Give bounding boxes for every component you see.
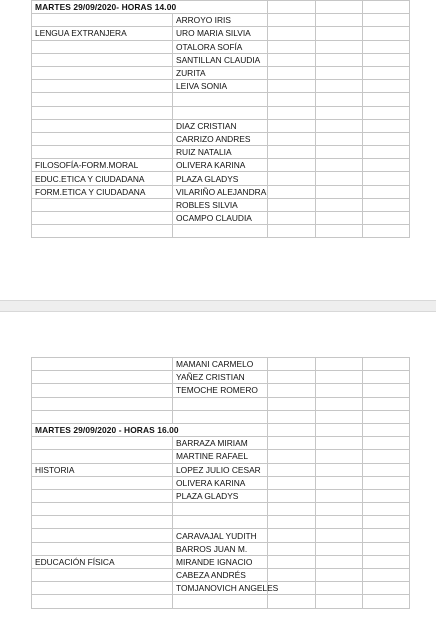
empty-cell [268, 132, 316, 145]
teacher-cell: CARAVAJAL YUDITH [173, 529, 268, 542]
teacher-cell: URO MARIA SILVIA [173, 27, 268, 40]
subject-cell [32, 437, 173, 450]
teacher-cell [173, 595, 268, 608]
empty-cell [363, 27, 410, 40]
subject-cell: LENGUA EXTRANJERA [32, 27, 173, 40]
empty-cell [316, 489, 363, 502]
subject-cell [32, 371, 173, 384]
empty-cell [268, 463, 316, 476]
teacher-cell [173, 225, 268, 238]
empty-cell [268, 40, 316, 53]
subject-cell [32, 569, 173, 582]
empty-cell [268, 198, 316, 211]
empty-cell [363, 172, 410, 185]
teacher-cell: OCAMPO CLAUDIA [173, 212, 268, 225]
subject-cell [32, 225, 173, 238]
table-row [32, 53, 410, 66]
empty-cell [268, 476, 316, 489]
empty-cell [363, 516, 410, 529]
table-row [32, 582, 410, 595]
empty-cell [316, 450, 363, 463]
subject-cell: FORM.ETICA Y CIUDADANA [32, 185, 173, 198]
subject-cell: FILOSOFÍA-FORM.MORAL [32, 159, 173, 172]
subject-cell [32, 212, 173, 225]
empty-cell [363, 119, 410, 132]
subject-cell [32, 529, 173, 542]
empty-cell [268, 66, 316, 79]
empty-cell [268, 225, 316, 238]
empty-cell [363, 1, 410, 14]
empty-cell [316, 185, 363, 198]
empty-cell [363, 450, 410, 463]
empty-cell [316, 437, 363, 450]
session-header: MARTES 29/09/2020 - HORAS 16.00 [32, 423, 268, 436]
subject-cell [32, 582, 173, 595]
empty-cell [316, 80, 363, 93]
table-row [32, 27, 410, 40]
table-row [32, 159, 410, 172]
empty-cell [363, 80, 410, 93]
teacher-cell: OLIVERA KARINA [173, 159, 268, 172]
teacher-cell: MAMANI CARMELO [173, 358, 268, 371]
empty-cell [268, 80, 316, 93]
header-row [32, 1, 410, 14]
table-row [32, 397, 410, 410]
empty-cell [268, 358, 316, 371]
table-row [32, 358, 410, 371]
empty-cell [316, 53, 363, 66]
empty-cell [268, 555, 316, 568]
empty-cell [316, 159, 363, 172]
empty-cell [363, 14, 410, 27]
empty-cell [268, 159, 316, 172]
empty-cell [363, 159, 410, 172]
schedule-table-14h [31, 0, 410, 238]
table-row [32, 437, 410, 450]
empty-cell [316, 529, 363, 542]
subject-cell [32, 106, 173, 119]
empty-cell [268, 503, 316, 516]
empty-cell [316, 516, 363, 529]
empty-cell [363, 106, 410, 119]
empty-cell [316, 384, 363, 397]
empty-cell [363, 66, 410, 79]
empty-cell [316, 1, 363, 14]
session-header: MARTES 29/09/2020- HORAS 14.00 [32, 1, 268, 14]
subject-cell [32, 503, 173, 516]
table-row [32, 503, 410, 516]
table-row [32, 172, 410, 185]
teacher-cell: OLIVERA KARINA [173, 476, 268, 489]
subject-cell [32, 450, 173, 463]
teacher-cell: BARROS JUAN M. [173, 542, 268, 555]
teacher-cell: ARROYO IRIS [173, 14, 268, 27]
teacher-cell: VILARIÑO ALEJANDRA [173, 185, 268, 198]
empty-cell [268, 542, 316, 555]
empty-cell [363, 371, 410, 384]
teacher-cell: OTALORA SOFÍA [173, 40, 268, 53]
subject-cell [32, 66, 173, 79]
subject-cell [32, 40, 173, 53]
empty-cell [363, 410, 410, 423]
empty-cell [363, 53, 410, 66]
table-row [32, 529, 410, 542]
sheet-page-2 [0, 312, 436, 625]
empty-cell [316, 106, 363, 119]
empty-cell [363, 463, 410, 476]
empty-cell [316, 371, 363, 384]
table-row [32, 198, 410, 211]
table-row [32, 14, 410, 27]
teacher-cell: YAÑEZ CRISTIAN [173, 371, 268, 384]
empty-cell [316, 358, 363, 371]
table-row [32, 371, 410, 384]
empty-cell [363, 476, 410, 489]
header-row [32, 423, 410, 436]
empty-cell [268, 14, 316, 27]
table-row [32, 516, 410, 529]
subject-cell [32, 410, 173, 423]
subject-cell [32, 132, 173, 145]
subject-cell [32, 476, 173, 489]
empty-cell [316, 14, 363, 27]
teacher-cell: CABEZA ANDRÉS [173, 569, 268, 582]
empty-cell [363, 358, 410, 371]
empty-cell [363, 132, 410, 145]
empty-cell [363, 542, 410, 555]
table-row [32, 40, 410, 53]
teacher-cell: DIAZ CRISTIAN [173, 119, 268, 132]
subject-cell [32, 542, 173, 555]
empty-cell [363, 437, 410, 450]
empty-cell [363, 503, 410, 516]
empty-cell [316, 595, 363, 608]
empty-cell [268, 384, 316, 397]
empty-cell [268, 119, 316, 132]
empty-cell [268, 437, 316, 450]
empty-cell [316, 119, 363, 132]
empty-cell [363, 582, 410, 595]
teacher-cell: BARRAZA MIRIAM [173, 437, 268, 450]
teacher-cell: PLAZA GLADYS [173, 489, 268, 502]
empty-cell [316, 423, 363, 436]
empty-cell [316, 397, 363, 410]
empty-cell [316, 146, 363, 159]
subject-cell: EDUC.ETICA Y CIUDADANA [32, 172, 173, 185]
table-row [32, 450, 410, 463]
subject-cell [32, 93, 173, 106]
empty-cell [316, 503, 363, 516]
empty-cell [363, 384, 410, 397]
empty-cell [363, 489, 410, 502]
table-row [32, 225, 410, 238]
empty-cell [363, 555, 410, 568]
table-row [32, 80, 410, 93]
subject-cell: HISTORIA [32, 463, 173, 476]
subject-cell [32, 14, 173, 27]
empty-cell [268, 450, 316, 463]
table-row [32, 384, 410, 397]
table-row [32, 185, 410, 198]
empty-cell [316, 569, 363, 582]
empty-cell [316, 582, 363, 595]
empty-cell [316, 212, 363, 225]
subject-cell [32, 516, 173, 529]
empty-cell [316, 476, 363, 489]
table-row [32, 542, 410, 555]
teacher-cell: MIRANDE IGNACIO [173, 555, 268, 568]
empty-cell [363, 595, 410, 608]
empty-cell [268, 529, 316, 542]
empty-cell [268, 595, 316, 608]
teacher-cell: RUIZ NATALIA [173, 146, 268, 159]
empty-cell [268, 410, 316, 423]
empty-cell [316, 27, 363, 40]
table-row [32, 212, 410, 225]
subject-cell [32, 146, 173, 159]
empty-cell [268, 489, 316, 502]
empty-cell [316, 225, 363, 238]
sheet-page-1 [0, 0, 436, 300]
table-row [32, 132, 410, 145]
teacher-cell: MARTINE RAFAEL [173, 450, 268, 463]
teacher-cell: LEIVA SONIA [173, 80, 268, 93]
empty-cell [268, 146, 316, 159]
subject-cell [32, 119, 173, 132]
teacher-cell: TOMJANOVICH ANGELES [173, 582, 268, 595]
empty-cell [316, 172, 363, 185]
teacher-cell: TEMOCHE ROMERO [173, 384, 268, 397]
empty-cell [363, 212, 410, 225]
schedule-table-16h [31, 357, 410, 609]
table-row [32, 595, 410, 608]
subject-cell [32, 397, 173, 410]
teacher-cell [173, 410, 268, 423]
subject-cell [32, 489, 173, 502]
empty-cell [363, 93, 410, 106]
page-break [0, 300, 436, 312]
teacher-cell [173, 106, 268, 119]
empty-cell [363, 569, 410, 582]
empty-cell [316, 555, 363, 568]
empty-cell [268, 53, 316, 66]
empty-cell [363, 198, 410, 211]
empty-cell [268, 185, 316, 198]
subject-cell: EDUCACIÓN FÍSICA [32, 555, 173, 568]
empty-cell [268, 27, 316, 40]
empty-cell [316, 40, 363, 53]
teacher-cell [173, 93, 268, 106]
empty-cell [268, 516, 316, 529]
teacher-cell [173, 516, 268, 529]
empty-cell [268, 569, 316, 582]
empty-cell [316, 410, 363, 423]
table-row [32, 66, 410, 79]
teacher-cell: ZURITA [173, 66, 268, 79]
empty-cell [363, 529, 410, 542]
subject-cell [32, 358, 173, 371]
subject-cell [32, 53, 173, 66]
teacher-cell: CARRIZO ANDRES [173, 132, 268, 145]
empty-cell [268, 371, 316, 384]
subject-cell [32, 80, 173, 93]
empty-cell [316, 463, 363, 476]
table-row [32, 555, 410, 568]
empty-cell [363, 225, 410, 238]
empty-cell [268, 93, 316, 106]
teacher-cell: LOPEZ JULIO CESAR [173, 463, 268, 476]
teacher-cell [173, 397, 268, 410]
table-row [32, 410, 410, 423]
empty-cell [268, 106, 316, 119]
empty-cell [316, 198, 363, 211]
empty-cell [363, 146, 410, 159]
empty-cell [363, 423, 410, 436]
teacher-cell [173, 503, 268, 516]
table-row [32, 119, 410, 132]
teacher-cell: ROBLES SILVIA [173, 198, 268, 211]
table-row [32, 106, 410, 119]
empty-cell [363, 397, 410, 410]
empty-cell [268, 423, 316, 436]
empty-cell [268, 212, 316, 225]
teacher-cell: SANTILLAN CLAUDIA [173, 53, 268, 66]
empty-cell [316, 66, 363, 79]
empty-cell [316, 93, 363, 106]
table-row [32, 146, 410, 159]
subject-cell [32, 595, 173, 608]
subject-cell [32, 384, 173, 397]
empty-cell [363, 185, 410, 198]
empty-cell [316, 132, 363, 145]
empty-cell [316, 542, 363, 555]
teacher-cell: PLAZA GLADYS [173, 172, 268, 185]
table-row [32, 93, 410, 106]
table-row [32, 569, 410, 582]
empty-cell [268, 172, 316, 185]
empty-cell [268, 1, 316, 14]
empty-cell [268, 397, 316, 410]
table-row [32, 489, 410, 502]
empty-cell [363, 40, 410, 53]
subject-cell [32, 198, 173, 211]
table-row [32, 476, 410, 489]
table-row [32, 463, 410, 476]
